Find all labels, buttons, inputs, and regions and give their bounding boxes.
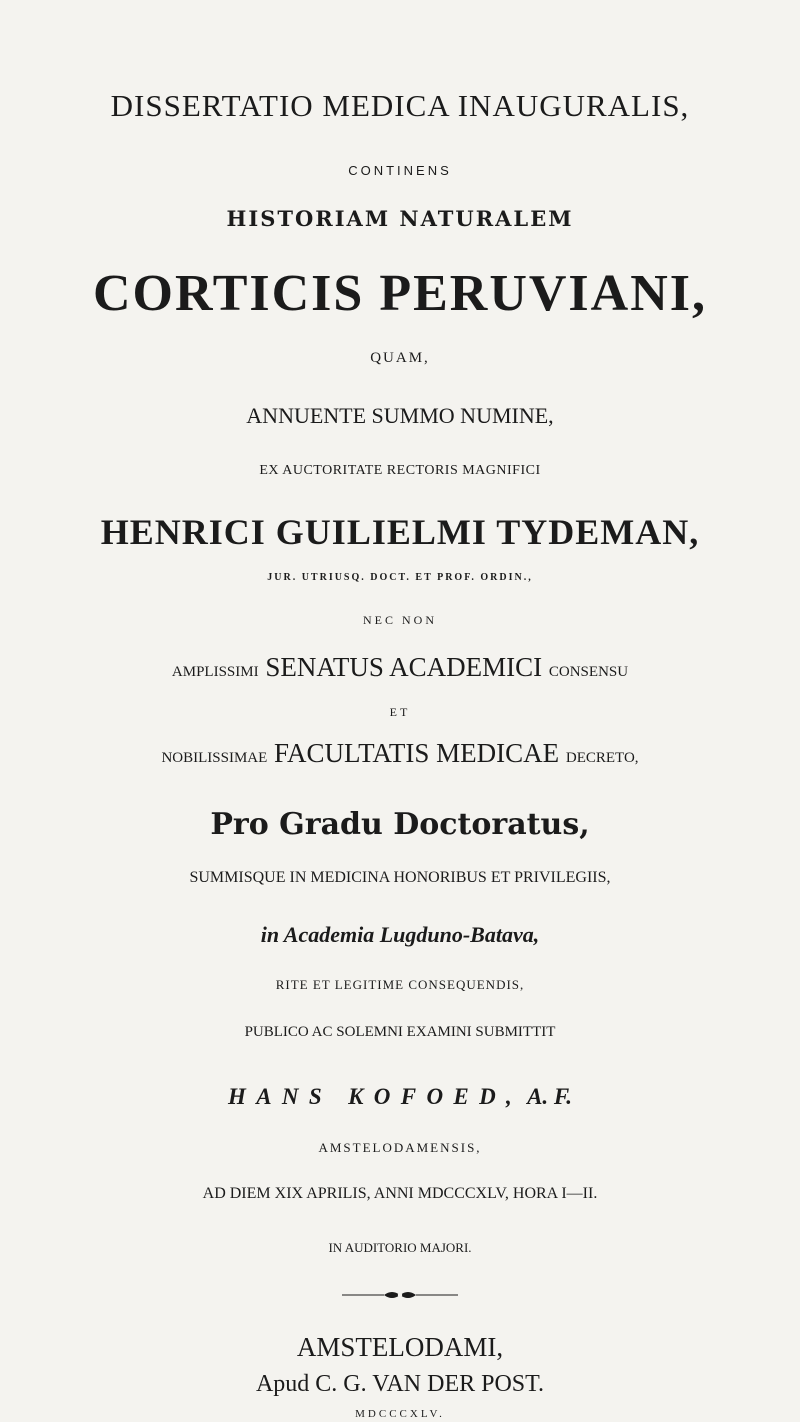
venue-line: IN AUDITORIO MAJORI. (328, 1240, 472, 1255)
consensu-word: CONSENSU (548, 664, 629, 680)
facultatis-line (0, 740, 800, 767)
decreto-word: DECRETO, (565, 750, 639, 766)
senatus-line (0, 654, 800, 681)
dissertation-heading: DISSERTATIO MEDICA INAUGURALIS, (110, 88, 690, 123)
pro-gradu-doctoratus: Pro Gradu Doctoratus, (210, 807, 590, 842)
imprint-publisher: Apud C. G. VAN DER POST. (255, 1371, 545, 1397)
amplissimi-word: AMPLISSIMI (171, 664, 259, 680)
rector-name: HENRICI GUILIELMI TYDEMAN, (100, 512, 700, 552)
author-initials: A. F. (527, 1084, 573, 1109)
quam-label: QUAM, (370, 350, 430, 366)
facultatis-medicae-words: FACULTATIS MEDICAE (274, 738, 560, 768)
author-line (0, 1085, 800, 1108)
rector-titles: JUR. UTRIUSQ. DOCT. ET PROF. ORDIN., (267, 572, 533, 583)
nec-non-label: NEC NON (363, 613, 437, 627)
summisque-line: SUMMISQUE IN MEDICINA HONORIBUS ET PRIVILEGIIS, (189, 869, 611, 886)
imprint-year: MDCCCXLV. (355, 1408, 445, 1420)
author-name: HANS KOFOED, (227, 1084, 523, 1109)
senatus-academici-words: SENATUS ACADEMICI (265, 652, 543, 682)
academia-line: in Academia Lugduno-Batava, (260, 922, 540, 947)
nobilissimae-word: NOBILISSIMAE (161, 750, 268, 766)
et-label: ET (389, 705, 411, 719)
historiam-naturalem-line: HISTORIAM NATURALEM (226, 206, 574, 231)
rite-line: RITE ET LEGITIME CONSEQUENDIS, (275, 977, 525, 992)
imprint-city: AMSTELODAMI, (296, 1332, 504, 1362)
date-line: AD DIEM XIX APRILIS, ANNI MDCCCXLV, HORA I—II. (202, 1185, 598, 1202)
annuente-line: ANNUENTE SUMMO NUMINE, (246, 403, 554, 428)
author-origin: AMSTELODAMENSIS, (318, 1140, 482, 1155)
continens-label: CONTINENS (348, 163, 452, 178)
printers-ornament-icon (340, 1287, 460, 1303)
publico-line: PUBLICO AC SOLEMNI EXAMINI SUBMITTIT (244, 1024, 556, 1040)
ex-auctoritate-line: EX AUCTORITATE RECTORIS MAGNIFICI (259, 463, 541, 478)
subject-title: CORTICIS PERUVIANI, (92, 265, 708, 322)
